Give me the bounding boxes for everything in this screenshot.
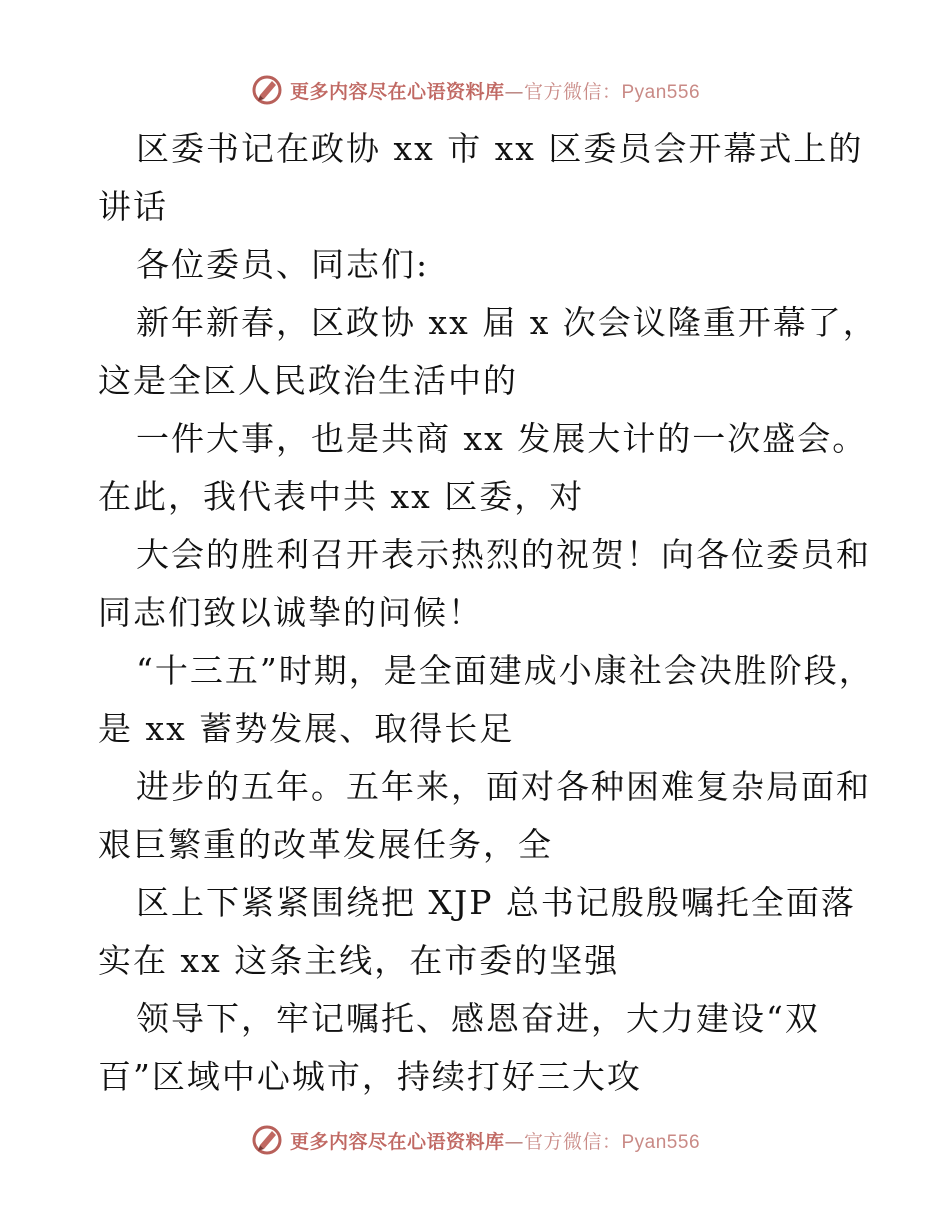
watermark-brand: 更多内容尽在心语资料库 xyxy=(289,1130,505,1153)
header-watermark xyxy=(0,70,950,110)
document-body xyxy=(98,120,878,1106)
watermark-logo-icon xyxy=(250,73,284,107)
doc-paragraph: 领导下，牢记嘱托、感恩奋进，大力建设“双百”区域中心城市，持续打好三大攻 xyxy=(98,999,820,1096)
watermark-id: Pyan556 xyxy=(621,81,701,103)
doc-paragraph: 大会的胜利召开表示热烈的祝贺！向各位委员和同志们致以诚挚的问候！ xyxy=(98,535,871,632)
watermark-label: 官方微信： xyxy=(523,80,622,103)
footer-watermark xyxy=(0,1120,950,1160)
doc-paragraph: 进步的五年。五年来，面对各种困难复杂局面和艰巨繁重的改革发展任务，全 xyxy=(98,767,871,864)
watermark-logo-icon xyxy=(250,1123,284,1157)
watermark-text xyxy=(290,1127,700,1154)
watermark-text xyxy=(290,77,700,104)
watermark-brand: 更多内容尽在心语资料库 xyxy=(289,80,505,103)
watermark-separator: — xyxy=(504,1130,524,1153)
doc-paragraph: 新年新春，区政协 xx 届 x 次会议隆重开幕了，这是全区人民政治生活中的 xyxy=(98,303,878,400)
watermark-label: 官方微信： xyxy=(523,1130,622,1153)
doc-title: 区委书记在政协 xx 市 xx 区委员会开幕式上的讲话 xyxy=(98,129,864,226)
doc-paragraph: 区上下紧紧围绕把 XJP 总书记殷殷嘱托全面落实在 xx 这条主线，在市委的坚强 xyxy=(98,883,856,980)
doc-paragraph: 一件大事，也是共商 xx 发展大计的一次盛会。在此，我代表中共 xx 区委，对 xyxy=(98,419,868,516)
watermark-separator: — xyxy=(504,80,524,103)
watermark-id: Pyan556 xyxy=(621,1131,701,1153)
doc-paragraph: “十三五”时期，是全面建成小康社会决胜阶段，是 xx 蓄势发展、取得长足 xyxy=(98,651,874,748)
doc-salutation: 各位委员、同志们: xyxy=(136,245,430,284)
